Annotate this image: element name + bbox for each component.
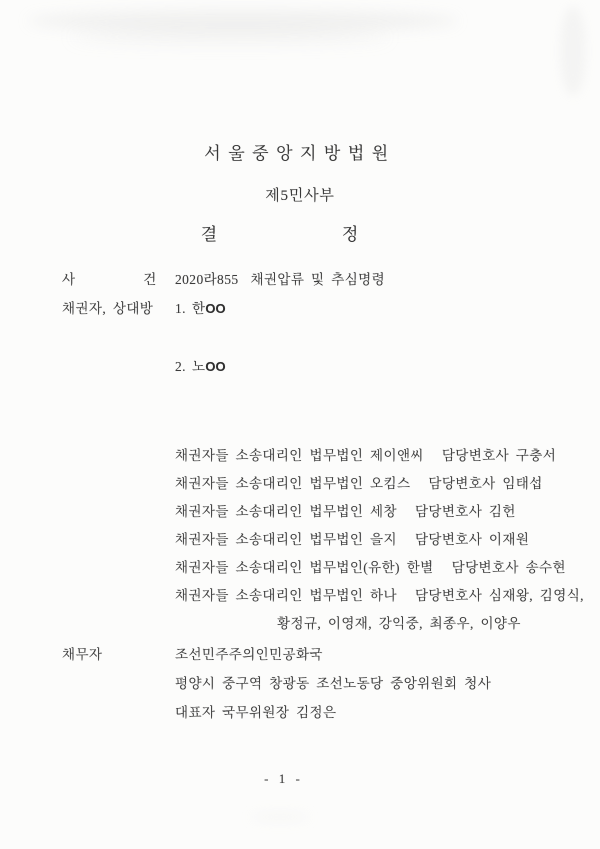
attorney-name: 담당변호사 임태섭 xyxy=(428,476,543,491)
representative-line-2 xyxy=(175,472,543,492)
debtor-representative: 대표자 국무위원장 김정은 xyxy=(175,705,337,720)
scan-artifact-bottom xyxy=(250,812,310,822)
representative-line-5 xyxy=(175,556,566,576)
creditor-1-masked-name: OO xyxy=(205,301,226,316)
attorney-name: 담당변호사 김헌 xyxy=(414,504,516,519)
representative-line-3 xyxy=(175,500,516,520)
creditor-2-name: 노 xyxy=(191,359,206,374)
representative-continuation-line: 황정규, 이영재, 강익중, 최종우, 이양우 xyxy=(277,616,521,631)
attorney-name: 담당변호사 심재왕, 김영식, xyxy=(414,588,584,603)
debtor-label: 채무자 xyxy=(62,647,103,662)
creditor-label: 채권자, 상대방 xyxy=(62,301,154,316)
page-number: - 1 - xyxy=(264,771,302,786)
firm-name: 채권자들 소송대리인 법무법인 을지 xyxy=(175,532,397,547)
scan-artifact-top-band-2 xyxy=(70,30,390,44)
attorney-name: 담당변호사 구충서 xyxy=(441,448,557,463)
firm-name: 채권자들 소송대리인 법무법인 제이앤씨 xyxy=(175,448,424,463)
case-value xyxy=(175,268,385,288)
scan-artifact-right-edge xyxy=(560,6,586,96)
court-name: 서울중앙지방법원 xyxy=(204,144,396,163)
scan-artifact-top-band xyxy=(28,10,458,32)
creditor-item-2 xyxy=(175,355,226,375)
representative-line-6 xyxy=(175,584,584,604)
creditor-2-number: 2. xyxy=(175,359,186,374)
division-name: 제5민사부 xyxy=(265,188,335,204)
creditor-1-number: 1. xyxy=(175,301,186,316)
creditor-1-name: 한 xyxy=(191,301,206,316)
attorney-name: 담당변호사 이재원 xyxy=(414,532,530,547)
firm-name: 채권자들 소송대리인 법무법인(유한) 한별 xyxy=(175,560,434,575)
case-name: 채권압류 및 추심명령 xyxy=(250,272,386,287)
representative-line-4 xyxy=(175,528,529,548)
firm-name: 채권자들 소송대리인 법무법인 세창 xyxy=(175,504,397,519)
attorney-name: 담당변호사 송수현 xyxy=(451,560,566,575)
creditor-2-masked-name: OO xyxy=(205,359,226,374)
case-number: 2020라855 xyxy=(175,272,239,287)
debtor-address: 평양시 중구역 창광동 조선노동당 중앙위원회 청사 xyxy=(175,676,492,691)
debtor-name: 조선민주주의인민공화국 xyxy=(175,647,323,662)
representative-line-1 xyxy=(175,444,556,464)
firm-name: 채권자들 소송대리인 법무법인 오킴스 xyxy=(175,476,411,491)
decision-title: 결 정 xyxy=(200,225,360,244)
firm-name: 채권자들 소송대리인 법무법인 하나 xyxy=(175,588,397,603)
case-label: 사 건 xyxy=(62,272,157,287)
creditor-item-1 xyxy=(175,297,226,317)
